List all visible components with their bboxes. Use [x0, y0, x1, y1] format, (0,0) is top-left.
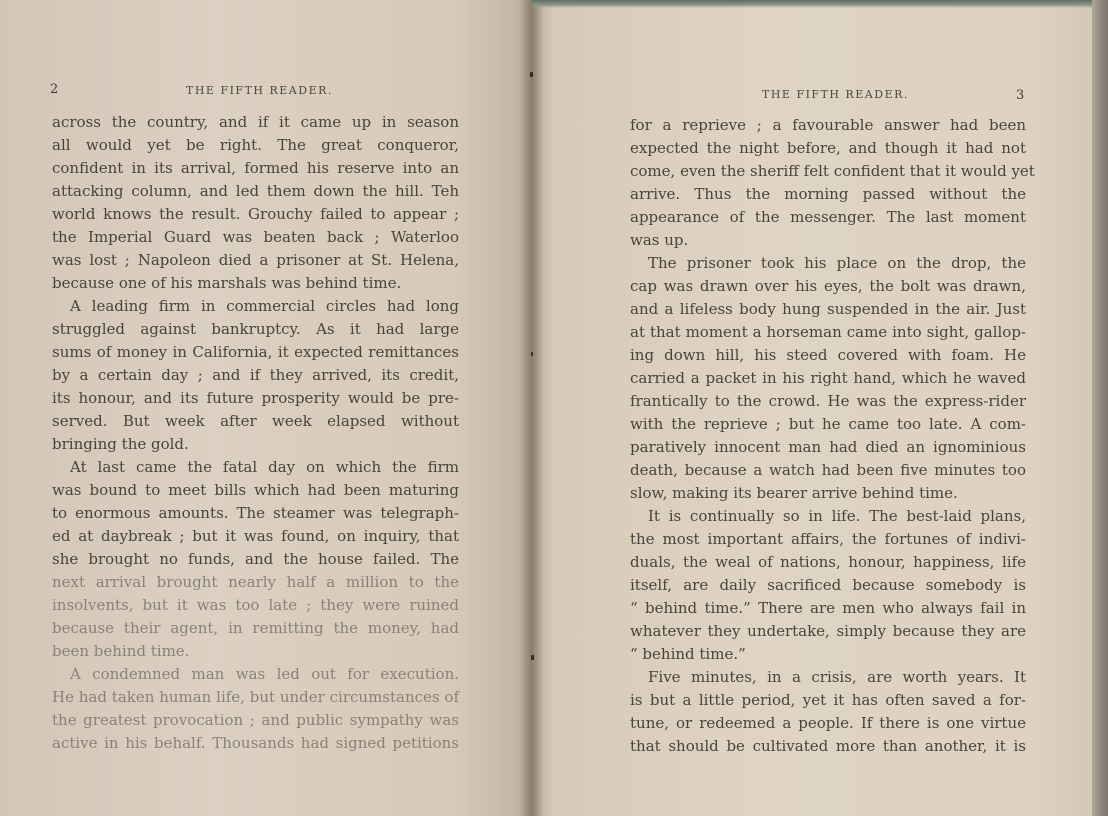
page-edge-shadow: [1092, 0, 1108, 816]
text-line: been behind time.: [52, 642, 190, 660]
text-line: struggled against bankruptcy. As it had large: [52, 320, 459, 338]
text-line: was bound to meet bills which had been maturing: [52, 481, 459, 499]
text-line: its honour, and its future prosperity would be pre-: [52, 389, 459, 407]
text-line: next arrival brought nearly half a million to the: [52, 573, 459, 591]
text-line: served. But week after week elapsed without: [52, 412, 459, 430]
text-line: expected the night before, and though it had not: [630, 139, 1026, 157]
left-page: [0, 0, 532, 816]
running-head-left: THE FIFTH READER.: [186, 84, 333, 97]
text-line: death, because a watch had been five minutes too: [630, 461, 1026, 479]
text-line: “ behind time.”: [630, 645, 746, 663]
binding-mark: [531, 655, 534, 660]
text-line: appearance of the messenger. The last moment: [630, 208, 1026, 226]
text-line: tune, or redeemed a people. If there is one virtue: [630, 714, 1026, 732]
text-line: the most important affairs, the fortunes of indivi-: [630, 530, 1026, 548]
text-line: at that moment a horseman came into sight, gallop-: [630, 323, 1026, 341]
text-line: attacking column, and led them down the hill. Teh: [52, 182, 459, 200]
text-line: she brought no funds, and the house failed. The: [52, 550, 459, 568]
text-line: by a certain day ; and if they arrived, its credit,: [52, 366, 459, 384]
text-line: all would yet be right. The great conqueror,: [52, 136, 459, 154]
text-line: come, even the sheriff felt confident that it would yet: [630, 162, 1035, 180]
text-line: He had taken human life, but under circumstances of: [52, 688, 459, 706]
text-line: and a lifeless body hung suspended in the air. Just: [630, 300, 1026, 318]
text-line: is but a little period, yet it has often saved a for-: [630, 691, 1026, 709]
text-line: frantically to the crowd. He was the express-rider: [630, 392, 1026, 410]
text-line: with the reprieve ; but he came too late. A com-: [630, 415, 1026, 433]
text-line: active in his behalf. Thousands had signed petitions: [52, 734, 459, 752]
cover-edge: [532, 0, 1092, 8]
text-line: sums of money in California, it expected remittances: [52, 343, 459, 361]
text-line: paratively innocent man had died an ignominious: [630, 438, 1026, 456]
right-page: [532, 0, 1092, 816]
binding-mark: [531, 352, 533, 356]
text-line: itself, are daily sacrificed because somebody is: [630, 576, 1026, 594]
text-line: bringing the gold.: [52, 435, 189, 453]
book-gutter: [520, 0, 544, 816]
text-line: A condemned man was led out for execution.: [70, 665, 459, 683]
text-line: ing down hill, his steed covered with foam. He: [630, 346, 1026, 364]
text-line: because one of his marshals was behind time.: [52, 274, 402, 292]
text-line: that should be cultivated more than another, it is: [630, 737, 1026, 755]
page-number-right: 3: [1016, 88, 1025, 103]
text-line: confident in its arrival, formed his reserve into an: [52, 159, 459, 177]
text-line: whatever they undertake, simply because they are: [630, 622, 1026, 640]
text-line: carried a packet in his right hand, which he waved: [630, 369, 1026, 387]
text-line: slow, making its bearer arrive behind time.: [630, 484, 958, 502]
text-line: It is continually so in life. The best-laid plans,: [648, 507, 1026, 525]
text-line: to enormous amounts. The steamer was telegraph-: [52, 504, 459, 522]
text-line: was lost ; Napoleon died a prisoner at St. Helena,: [52, 251, 459, 269]
text-line: arrive. Thus the morning passed without the: [630, 185, 1026, 203]
text-line: the greatest provocation ; and public sympathy was: [52, 711, 459, 729]
text-line: A leading firm in commercial circles had long: [70, 297, 459, 315]
text-line: duals, the weal of nations, honour, happiness, life: [630, 553, 1026, 571]
text-line: ed at daybreak ; but it was found, on inquiry, that: [52, 527, 459, 545]
text-line: “ behind time.” There are men who always fail in: [630, 599, 1026, 617]
left-page-body: [52, 111, 459, 755]
text-line: cap was drawn over his eyes, the bolt was drawn,: [630, 277, 1026, 295]
text-line: the Imperial Guard was beaten back ; Waterloo: [52, 228, 459, 246]
text-line: world knows the result. Grouchy failed to appear ;: [52, 205, 459, 223]
text-line: because their agent, in remitting the money, had: [52, 619, 459, 637]
text-line: across the country, and if it came up in season: [52, 113, 459, 131]
right-page-body: [630, 114, 1035, 758]
text-line: for a reprieve ; a favourable answer had been: [630, 116, 1026, 134]
text-line: insolvents, but it was too late ; they were ruined: [52, 596, 459, 614]
running-head-right: THE FIFTH READER.: [762, 88, 909, 101]
text-line: Five minutes, in a crisis, are worth years. It: [648, 668, 1026, 686]
page-number-left: 2: [50, 82, 59, 97]
text-line: The prisoner took his place on the drop, the: [648, 254, 1026, 272]
text-line: At last came the fatal day on which the firm: [70, 458, 459, 476]
text-line: was up.: [630, 231, 689, 249]
binding-mark: [530, 72, 533, 77]
